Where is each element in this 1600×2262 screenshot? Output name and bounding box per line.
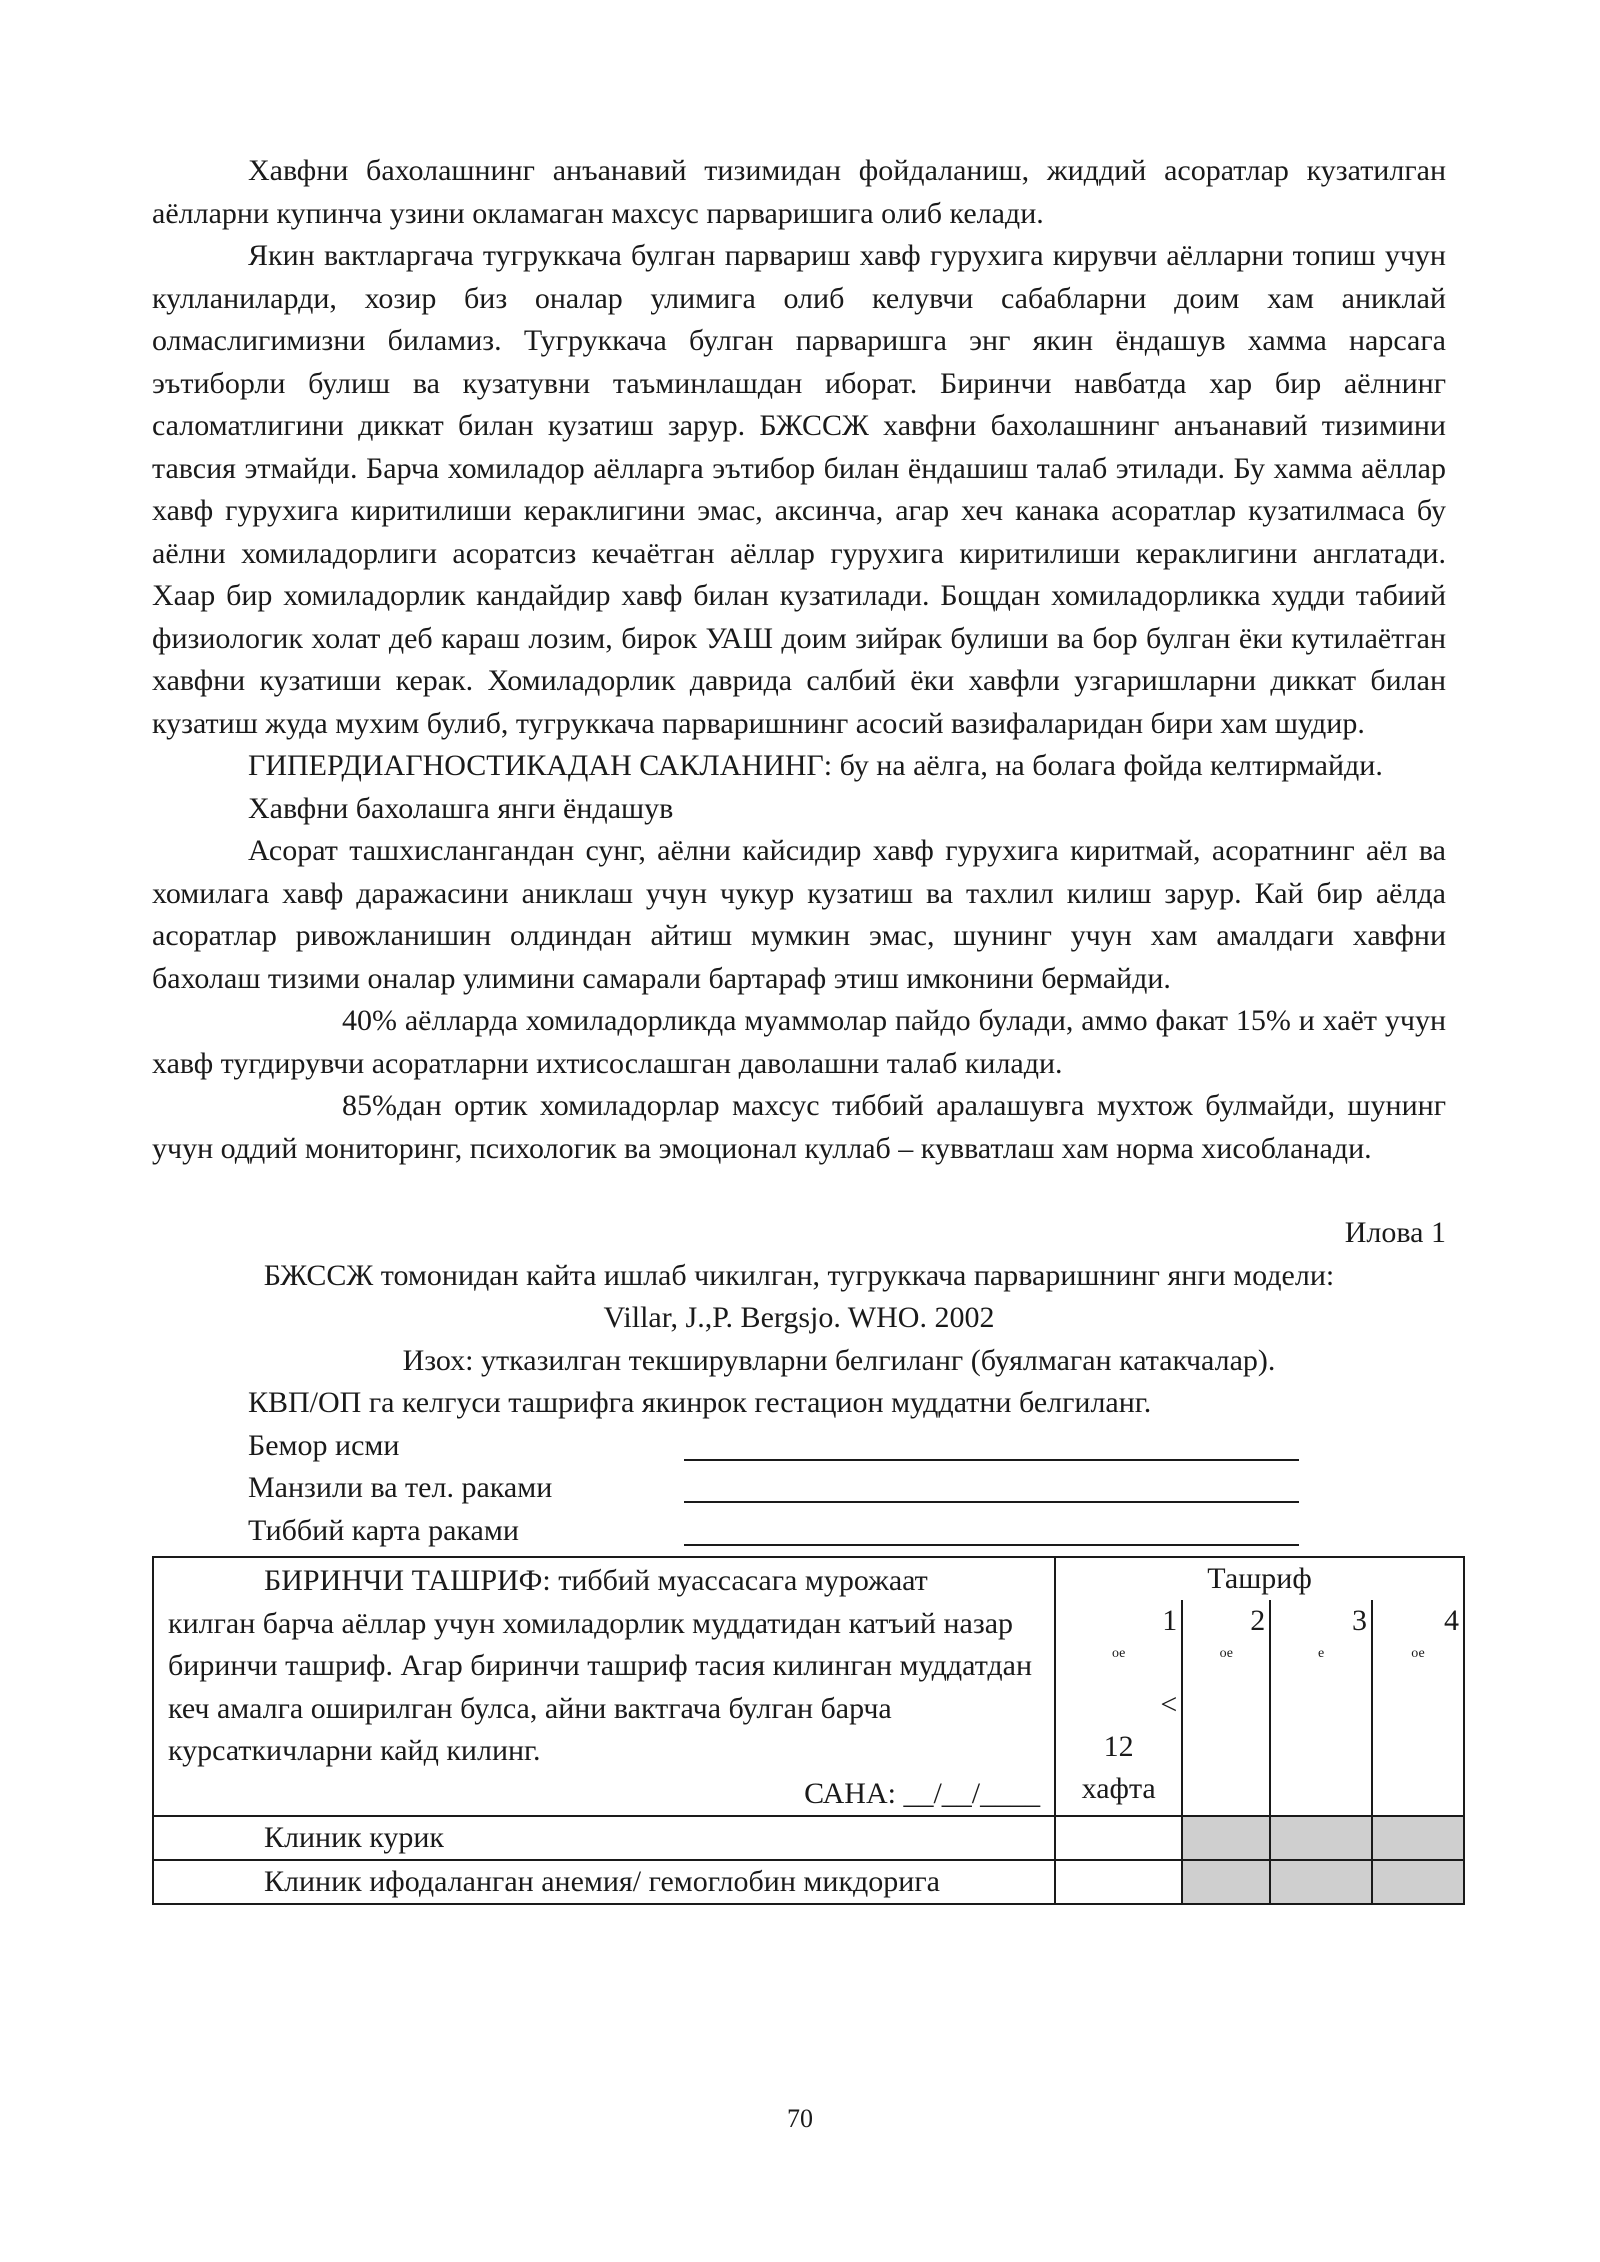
field-label: Манзили ва тел. раками <box>248 1471 553 1504</box>
visit-header: Ташриф <box>1055 1557 1464 1600</box>
address-phone-field <box>152 1467 1446 1510</box>
first-visit-cell <box>153 1557 1055 1816</box>
appendix-title: БЖССЖ томонидан кайта ишлаб чикилган, тугруккача парваришнинг янги модели: <box>263 1258 1335 1292</box>
appendix-instruction: КВП/ОП га келгуси ташрифга якинрок гестацион муддатни белгиланг. <box>248 1386 1152 1419</box>
visit-1-checkbox[interactable] <box>1055 1860 1182 1904</box>
paragraph-4: Асорат ташхислангандан сунг, аёлни кайсидир хавф гурухига киритмай, асоратнинг аёл ва хомилага хавф даражасини аниклаш учун чукур кузатиш ва тахлил килиш зарур. Кай бир аёлда асоратлар ривожланишин олдиндан айтиш мумкин эмас, шунинг учун хам амалдаги хавфни бахолаш тизими оналар улимини самарали бартараф этиш имконини бермайди. <box>152 834 1446 995</box>
visit-suffix: ое <box>1411 1646 1425 1661</box>
visit-unit: хафта <box>1081 1772 1156 1805</box>
shaded-cell <box>1372 1860 1464 1904</box>
page-number: 70 <box>787 2104 813 2133</box>
visit-suffix: ое <box>1219 1646 1233 1661</box>
appendix-label: Илова 1 <box>1344 1216 1446 1249</box>
first-visit-text: килган барча аёллар учун хомиладорлик муддатидан катъий назар биринчи ташриф. Агар биринчи ташриф тасия килинган муддатдан кеч амалга оширилган булса, айни вактгача булган барча курсаткичларни кайд килинг. <box>168 1606 1033 1767</box>
visit-column-2 <box>1182 1600 1270 1816</box>
visit-column-3 <box>1270 1600 1372 1816</box>
row-label: Клиник курик <box>153 1816 1055 1860</box>
shaded-cell <box>1182 1860 1270 1904</box>
patient-name-field <box>152 1425 1446 1468</box>
visit-number: 2 <box>1250 1604 1266 1637</box>
visit-table <box>152 1556 1465 1905</box>
paragraph-2: Якин вактларгача тугруккача булган парвариш хавф гурухига кирувчи аёлларни топиш учун кулланиларди, хозир биз оналар улимига олиб келувчи сабабларни доим хам аниклай олмаслигимизни биламиз. Тугруккача булган парваришга энг якин ёндашув хамма нарсага эътиборли булиш ва кузатувни таъминлашдан иборат. Биринчи навбатда хар бир аёлнинг саломатлигини диккат билан кузатиш зарур. БЖССЖ хавфни бахолашнинг анъанавий тизимини тавсия этмайди. Барча хомиладор аёлларга эътибор билан ёндашиш талаб этилади. Бу хамма аёллар хавф гурухига киритилиши кераклигини эмас, аксинча, агар хеч канака асоратлар кузатилмаса бу аёлни хомиладорлиги асоратсиз кечаётган аёллар гурухига киритилиши кераклигини англатади. Хаар бир хомиладорлик кандайдир хавф билан кузатилади. Бощдан хомиладорликка худди табиий физиологик холат деб караш лозим, бирок УАШ доим зийрак булиши ва бор булган ёки кутилаётган хавфни кузатиши керак. Хомиладорлик даврида салбий ёки хавфли узгаришларни диккат билан кузатиш жуда мухим булиб, тугруккача парваришнинг асосий вазифаларидан бири хам шудир. <box>152 239 1446 740</box>
field-label: Тиббий карта раками <box>248 1513 519 1547</box>
row-label: Клиник ифодаланган анемия/ гемоглобин микдорига <box>153 1860 1055 1904</box>
shaded-cell <box>1270 1816 1372 1860</box>
visit-column-4 <box>1372 1600 1464 1816</box>
paragraph-6: 85%дан ортик хомиладорлар махсус тиббий аралашувга мухтож булмайди, шунинг учун оддий мониторинг, психологик ва эмоционал куллаб – кувватлаш хам норма хисобланади. <box>152 1089 1446 1165</box>
date-label: САНА: __/__/____ <box>804 1776 1041 1810</box>
shaded-cell <box>1372 1816 1464 1860</box>
visit-number: 1 <box>1162 1604 1178 1637</box>
appendix-source: Villar, J.,P. Bergsjo. WHO. 2002 <box>603 1301 995 1334</box>
visit-number: 3 <box>1352 1604 1367 1637</box>
first-visit-heading: БИРИНЧИ ТАШРИФ: тиббий муассасага мурожаат <box>264 1564 928 1597</box>
section-heading: Хавфни бахолашга янги ёндашув <box>248 791 674 825</box>
address-phone-line[interactable] <box>684 1467 1299 1503</box>
visit-number: 4 <box>1444 1604 1459 1637</box>
visit-suffix: е <box>1318 1646 1325 1661</box>
paragraph-3: ГИПЕРДИАГНОСТИКАДАН САКЛАНИНГ: бу на аёлга, на болага фойда келтирмайди. <box>248 749 1383 782</box>
shaded-cell <box>1270 1860 1372 1904</box>
field-label: Бемор исми <box>248 1428 400 1462</box>
paragraph-1: Хавфни бахолашнинг анъанавий тизимидан фойдаланиш, жиддий асоратлар кузатилган аёлларни купинча узини окламаган махсус парваришига олиб келади. <box>152 154 1446 230</box>
paragraph-5: 40% аёлларда хомиладорликда муаммолар пайдо булади, аммо факат 15% и хаёт учун хавф тугдирувчи асоратларни ихтисослашган даволашни талаб килади. <box>152 1004 1446 1080</box>
visit-sign: < <box>1160 1688 1178 1721</box>
visit-weeks: 12 <box>1103 1730 1134 1763</box>
medical-card-line[interactable] <box>684 1510 1299 1546</box>
visit-suffix: ое <box>1111 1646 1126 1661</box>
medical-card-field <box>152 1510 1446 1553</box>
visit-column-1 <box>1055 1600 1182 1816</box>
table-row <box>153 1860 1464 1904</box>
shaded-cell <box>1182 1816 1270 1860</box>
visit-1-checkbox[interactable] <box>1055 1816 1182 1860</box>
table-row <box>153 1816 1464 1860</box>
patient-name-line[interactable] <box>684 1425 1299 1461</box>
document-page <box>152 150 1459 1905</box>
appendix-note: Изох: утказилган текширувларни белгиланг (буялмаган катакчалар). <box>402 1343 1276 1377</box>
